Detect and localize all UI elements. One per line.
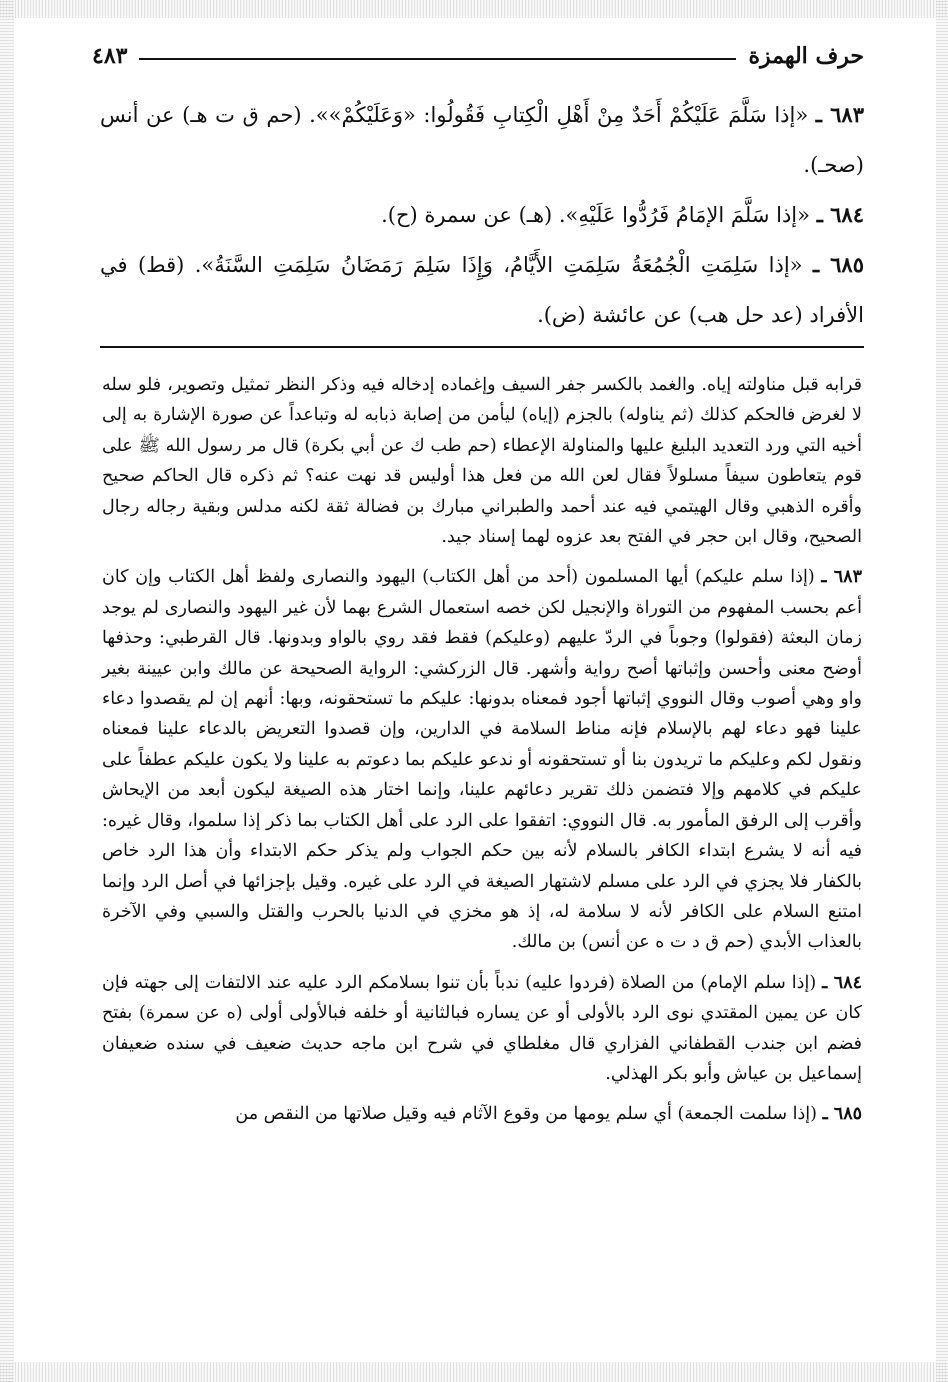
scan-edge-left (0, 0, 14, 1382)
commentary-intro: قرابه قبل مناولته إياه. والغمد بالكسر جفر السيف وإغماده إدخاله فيه وذكر النظر تمثيل وتصوير، فلو سله لا لغرض فالحكم كذلك (ثم يناوله) بالجزم (إياه) ليأمن من إصابة ذبابه له وتباعداً عن صورة الإشارة به إلى أخيه التي ورد التعديد البليغ عليها والمناولة الإعطاء (حم طب ك عن أبي بكرة) قال مر رسول الله ﷺ على قوم يتعاطون سيفاً مسلولاً فقال لعن الله من فعل هذا أوليس قد نهت عنه؟ ثم ذكره قال الحاكم صحيح وأقره الذهبي وقال الهيتمي فيه عند أحمد والطبراني مبارك بن فضالة ثقة لكنه مدلس وبقية رجاله رجال الصحيح، وقال ابن حجر في الفتح بعد عزوه لهما إسناد جيد. (102, 375, 862, 548)
hadith-number: ٦٨٣ ـ (815, 102, 864, 127)
running-header (92, 38, 864, 74)
hadith-body: «إذا سَلِمَتِ الْجُمُعَةُ سَلِمَتِ الأَيَّامُ، وَإِذَا سَلِمَ رَمَضَانُ سَلِمَتِ السَّنَةُ». (قط) في الأفراد (عد حل هب) عن عائشة (ض). (100, 253, 864, 327)
hadith-body: «إذا سَلَّمَ عَلَيْكُمْ أَحَدٌ مِنْ أَهْلِ الْكِتابِ فَقُولُوا: «وَعَلَيْكُمْ»». (حم ق ت هـ) عن أنس (صحـ). (100, 103, 864, 177)
hadith-body: «إذا سَلَّمَ الإمَامُ فَرُدُّوا عَلَيْهِ». (هـ) عن سمرة (ح). (381, 203, 810, 227)
entry-number: ٦٨٣ ـ (821, 567, 862, 588)
hadith-number: ٦٨٥ ـ (812, 252, 864, 277)
section-divider (100, 346, 864, 348)
hadith-685 (100, 240, 864, 340)
header-rule (139, 58, 736, 60)
entry-body: (إذا سلمت الجمعة) أي سلم يومها من وقوع الآثام فيه وقيل صلاتها من النقص من (235, 1104, 817, 1125)
scan-edge-bottom (0, 1362, 948, 1382)
hadith-number: ٦٨٤ ـ (816, 202, 864, 227)
scan-edge-top (0, 0, 948, 18)
commentary-entry-684 (102, 968, 862, 1090)
entry-number: ٦٨٤ ـ (822, 972, 862, 993)
entry-body: (إذا سلم الإمام) من الصلاة (فردوا عليه) ندباً بأن تنوا بسلامكم الرد عليه عند الالتفات إلى جهته فإن كان عن يمين المقتدي نوى الرد بالأولى أو عن يساره فبالثانية أو خلفه فبالأولى أولى (ه عن سمرة) بفتح فضم ابن جندب القطفاني الفزاري قال مغلطاي في شرح ابن ماجه حديث ضعيف في سنده ضعيفان إسماعيل بن عياش وأبو بكر الهذلي. (102, 972, 862, 1084)
scan-edge-right (936, 0, 948, 1382)
page-number: ٤٨٣ (92, 43, 128, 69)
hadith-683 (100, 90, 864, 190)
commentary-entry-685 (102, 1099, 862, 1129)
hadith-text (100, 90, 864, 340)
hadith-684 (100, 190, 864, 240)
entry-body: (إذا سلم عليكم) أيها المسلمون (أحد من أهل الكتاب) اليهود والنصارى ولفظ أهل الكتاب وإن كان أعم بحسب المفهوم من التوراة والإنجيل لكن خصه استعمال الشرع بهما لأن غير اليهود والنصارى لم يوجد زمان البعثة (فقولوا) وجوباً في الردّ عليهم (وعليكم) فقط فقد روي بالواو وبدونها. قال القرطبي: وحذفها أوضح معنى وأحسن وإثباتها أصح رواية وأشهر. قال الزركشي: الرواية الصحيحة عن مالك وابن عيينة بغير واو وهي أصوب وقال النووي إثباتها أجود فمعناه بدونها: عليكم ما تستحقونه، وبها: أنهم إن لم يقصدوا دعاء علينا فهو دعاء لهم بالإسلام فإنه مناط السلامة في الدارين، وإن قصدوا التعريض بالدعاء علينا فمعناه ونقول لكم وعليكم ما تريدون بنا أو تستحقونه أو ندعو عليكم بما دعوتم به علينا ولا يكون عليكم عطفاً على عليكم في كلامهم وإلا فتضمن ذلك تقرير دعائهم علينا، وإنما اختار هذه الصيغة ليكون أبعد من الإيحاش وأقرب إلى الرفق المأمور به. قال النووي: اتفقوا على الرد على أهل الكتاب بما ذكر إذا سلموا، وقال غيره: فيه أنه لا يشرع ابتداء الكافر بالسلام لأنه بين حكم الجواب ولم يذكر حكم الابتداء وأن هذا الرد خاص بالكفار فلا يجزي في الرد على مسلم لاشتهار الصيغة في الرد على غيره. وقيل بإجزائها في أصل الرد وإنما امتنع السلام على الكافر لأنه لا سلامة له، إذ هو مخزي في الدنيا بالحرب والقتل والسبي وفي الآخرة بالعذاب الأبدي (حم ق د ت ه عن أنس) بن مالك. (102, 567, 862, 953)
chapter-title: حرف الهمزة (748, 43, 864, 69)
commentary-entry-683 (102, 562, 862, 957)
entry-number: ٦٨٥ ـ (822, 1104, 862, 1125)
commentary (102, 370, 862, 1130)
